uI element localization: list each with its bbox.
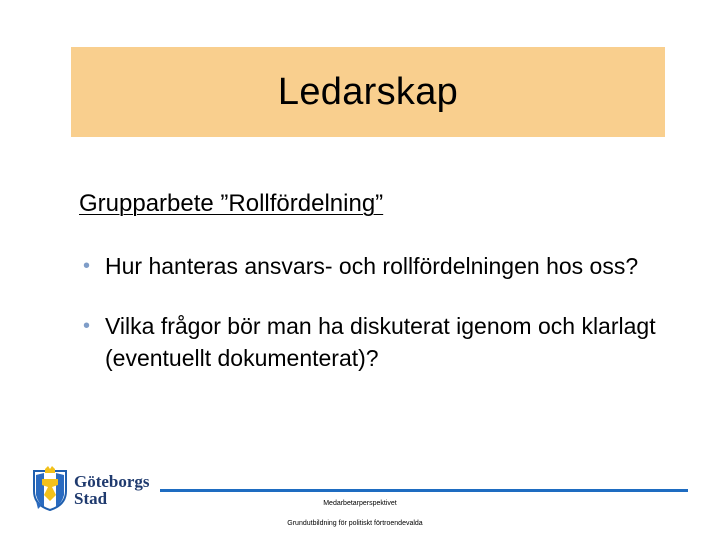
bullet-icon: • — [83, 315, 91, 337]
logo-line-2: Stad — [74, 489, 108, 508]
footer-caption: Medarbetarperspektivet — [323, 500, 397, 507]
footer-subcaption: Grundutbildning för politiskt förtroendevalda — [287, 520, 423, 527]
logo-wordmark — [74, 473, 150, 507]
coat-of-arms-icon — [30, 465, 70, 511]
slide-title: Ledarskap — [277, 70, 459, 113]
title-box — [71, 47, 665, 137]
slide-subtitle: Grupparbete ”Rollfördelning” — [79, 190, 384, 217]
bullet-item — [80, 310, 680, 374]
bullet-text: Hur hanteras ansvars- och rollfördelningen hos oss? — [105, 253, 639, 279]
bullet-icon: • — [83, 255, 91, 277]
bullet-list — [80, 250, 680, 402]
goteborgs-stad-logo — [30, 465, 155, 515]
logo-line-1: Göteborgs — [74, 472, 150, 491]
bullet-text: Vilka frågor bör man ha diskuterat igenom och klarlagt (eventuellt dokumenterat)? — [105, 313, 656, 371]
footer-divider — [160, 489, 688, 492]
bullet-item — [80, 250, 680, 282]
